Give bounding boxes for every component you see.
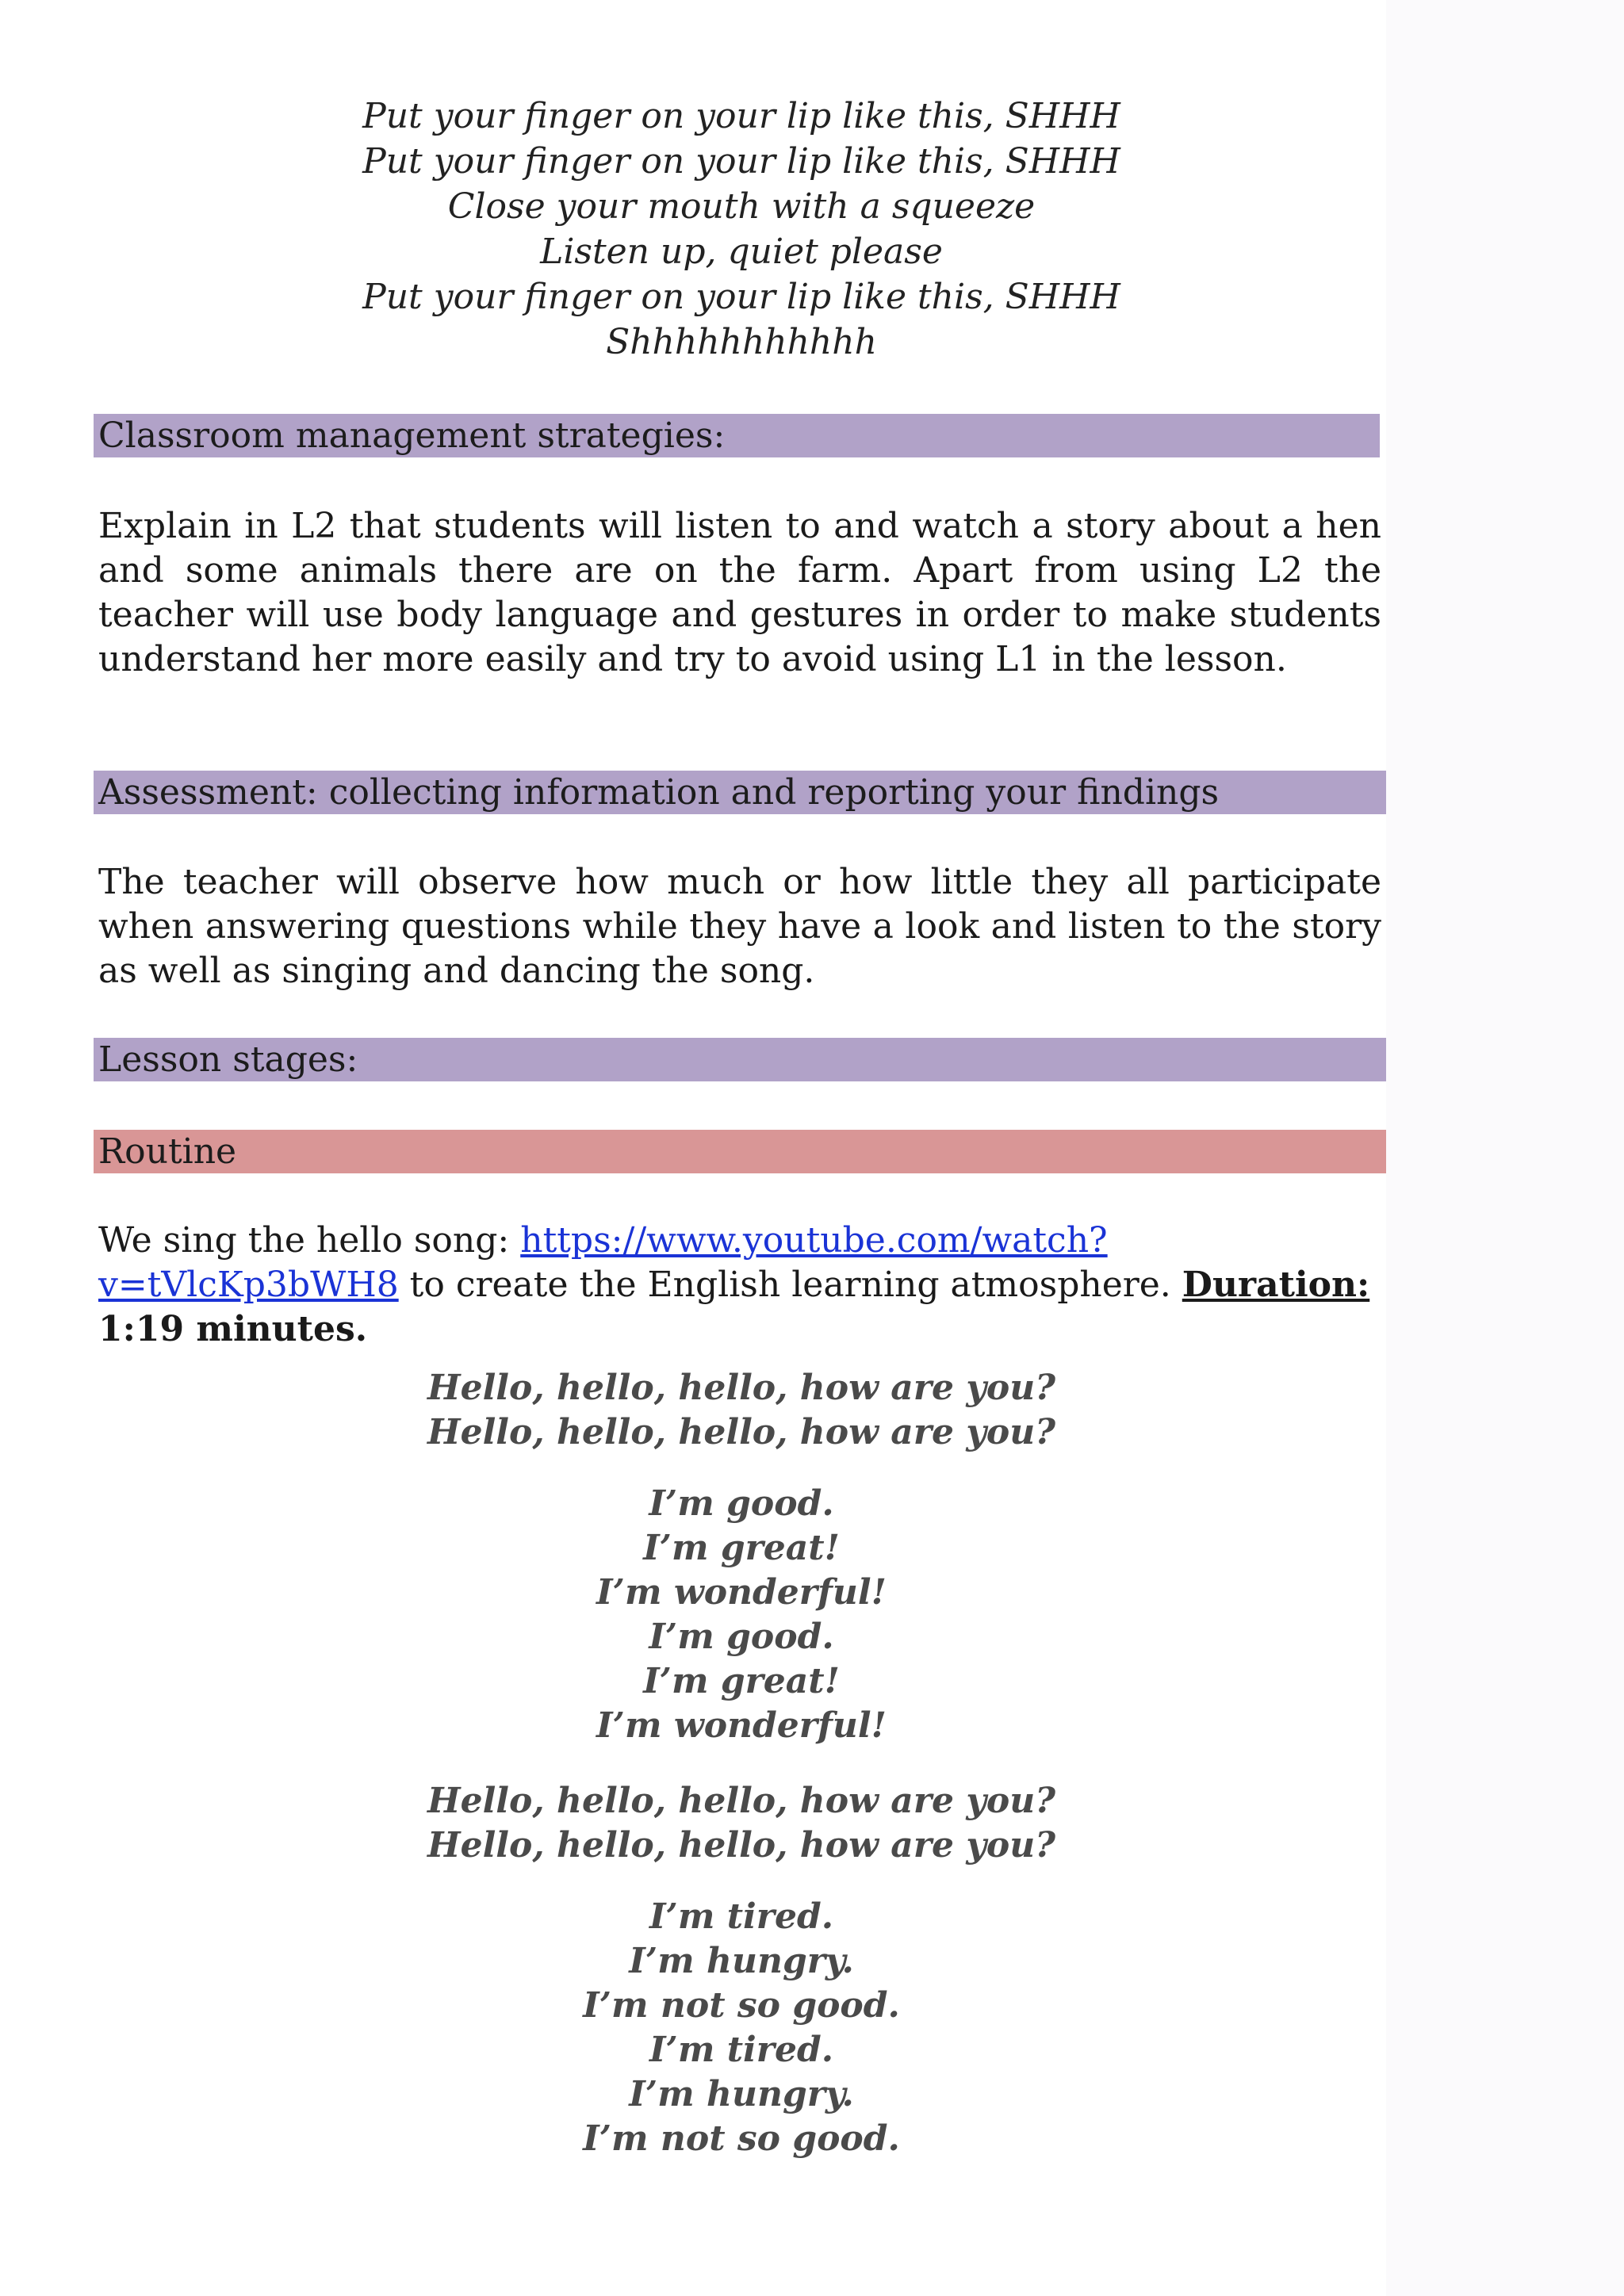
song-verse-2 (0, 1482, 1483, 1748)
classroom-management-heading: Classroom management strategies: (94, 414, 1380, 457)
song-line: Hello, hello, hello, how are you? (427, 1412, 1055, 1452)
assessment-text: The teacher will observe how much or how little they all participate when answering questions while they have a look and listen to the story as well as singing and dancing the song. (98, 862, 1381, 991)
song-line: I’m tired. (649, 2030, 834, 2070)
song-verse-4 (0, 1895, 1483, 2161)
song-line: I’m great! (643, 1661, 840, 1701)
song-line: I’m good. (649, 1617, 834, 1657)
song-line: Hello, hello, hello, how are you? (427, 1825, 1055, 1866)
song-line: I’m hungry. (629, 2074, 854, 2114)
song-line: I’m wonderful! (596, 1572, 887, 1613)
duration-value: 1:19 minutes. (98, 1309, 368, 1349)
song-verse-1 (0, 1366, 1483, 1455)
song-verse-3 (0, 1779, 1483, 1868)
song-line: I’m great! (643, 1528, 840, 1568)
song-line: I’m not so good. (583, 1985, 900, 2026)
rhyme-line: Put your finger on your lip like this, SHHH (362, 277, 1120, 317)
song-line: I’m hungry. (629, 1941, 854, 1981)
rhyme-line: Listen up, quiet please (540, 232, 943, 272)
lesson-stages-heading: Lesson stages: (94, 1038, 1386, 1081)
rhyme-line: Put your finger on your lip like this, SHHH (362, 141, 1120, 182)
song-line: Hello, hello, hello, how are you? (427, 1781, 1055, 1821)
hello-song-link[interactable]: https://www.youtube.com/watch?v=tVlcKp3bWH8 (98, 1220, 1108, 1305)
rhyme-line: Shhhhhhhhhhh (606, 322, 877, 362)
assessment-heading: Assessment: collecting information and reporting your findings (94, 771, 1386, 814)
song-line: I’m tired. (649, 1896, 834, 1937)
song-line: I’m good. (649, 1483, 834, 1524)
rhyme-line: Put your finger on your lip like this, SHHH (362, 96, 1120, 136)
classroom-management-text: Explain in L2 that students will listen to and watch a story about a hen and some animals there are on the farm. Apart from using L2 the teacher will use body language and gestures in order to make students understand her more easily and try to avoid using L1 in the lesson. (98, 506, 1381, 679)
routine-heading: Routine (94, 1130, 1386, 1173)
duration-label: Duration: (1182, 1265, 1370, 1305)
quiet-rhyme (0, 94, 1483, 365)
song-line: I’m wonderful! (596, 1705, 887, 1746)
song-line: I’m not so good. (583, 2118, 900, 2159)
song-line: Hello, hello, hello, how are you? (427, 1368, 1055, 1408)
routine-after-link: to create the English learning atmosphere. (398, 1265, 1182, 1305)
rhyme-line: Close your mouth with a squeeze (447, 186, 1036, 227)
routine-intro: We sing the hello song: (98, 1220, 521, 1261)
routine-text (98, 1219, 1381, 1352)
